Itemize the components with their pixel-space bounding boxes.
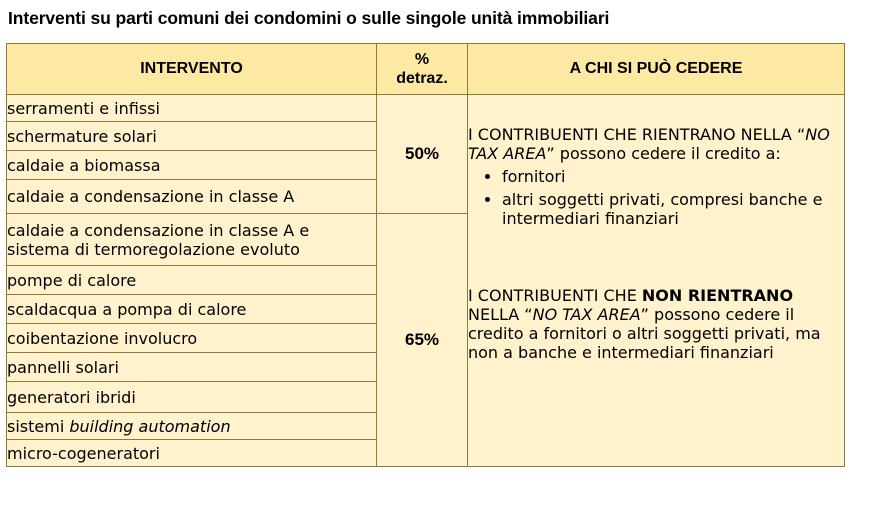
- cedere-text: ” possono cedere il credito a:: [546, 144, 781, 163]
- rate-65: 65%: [377, 214, 468, 467]
- table-row: [7, 95, 845, 122]
- item-text: sistemi: [7, 416, 70, 436]
- cedere-text: NELLA “: [468, 305, 533, 324]
- header-detraz-label: detraz.: [396, 70, 448, 87]
- cedere-emphasis: NO TAX AREA: [532, 305, 641, 324]
- intervento-generatori-ibridi: generatori ibridi: [7, 382, 377, 413]
- cedere-text: ” possono cedere il credito a fornitori o altri soggetti privati, ma non a banche e intermediari finanziari: [468, 305, 821, 362]
- intervento-micro-cogeneratori: micro-cogeneratori: [7, 440, 377, 467]
- header-row: [7, 44, 845, 95]
- intervento-building-automation: [7, 413, 377, 440]
- intervento-scaldacqua: scaldacqua a pompa di calore: [7, 295, 377, 324]
- header-cedere: A CHI SI PUÒ CEDERE: [468, 44, 845, 95]
- cedere-cell: [468, 95, 845, 467]
- intervento-pompe-calore: pompe di calore: [7, 266, 377, 295]
- intervento-caldaie-termoregolazione: caldaie a condensazione in classe A e sistema di termoregolazione evoluto: [7, 214, 377, 266]
- page-title: Interventi su parti comuni dei condomini o sulle singole unità immobiliari: [8, 8, 610, 28]
- header-detraz-symbol: %: [414, 51, 430, 68]
- rate-50: 50%: [377, 95, 468, 214]
- item-emphasis: building automation: [69, 416, 231, 436]
- intervento-pannelli-solari: pannelli solari: [7, 353, 377, 382]
- cedere-text: I CONTRIBUENTI CHE RIENTRANO NELLA “: [468, 125, 806, 144]
- list-item: • altri soggetti privati, compresi banche e intermediari finanziari: [502, 190, 844, 228]
- cedere-block-non-rientrano: [468, 286, 844, 362]
- cedere-text: I CONTRIBUENTI CHE: [468, 286, 642, 305]
- header-detrazione: [377, 44, 468, 95]
- intervento-coibentazione: coibentazione involucro: [7, 324, 377, 353]
- intervento-schermature: schermature solari: [7, 122, 377, 151]
- interventi-table: [6, 43, 845, 467]
- cedere-bullet-list: [468, 167, 844, 228]
- cedere-block-no-tax-area: [468, 125, 844, 163]
- list-item: • fornitori: [502, 167, 844, 186]
- header-intervento: INTERVENTO: [7, 44, 377, 95]
- intervento-serramenti: serramenti e infissi: [7, 95, 377, 122]
- intervento-caldaie-biomassa: caldaie a biomassa: [7, 151, 377, 180]
- cedere-bold: NON RIENTRANO: [641, 286, 794, 305]
- intervento-caldaie-condensazione: caldaie a condensazione in classe A: [7, 180, 377, 214]
- cedere-emphasis: NO TAX AREA: [468, 125, 830, 163]
